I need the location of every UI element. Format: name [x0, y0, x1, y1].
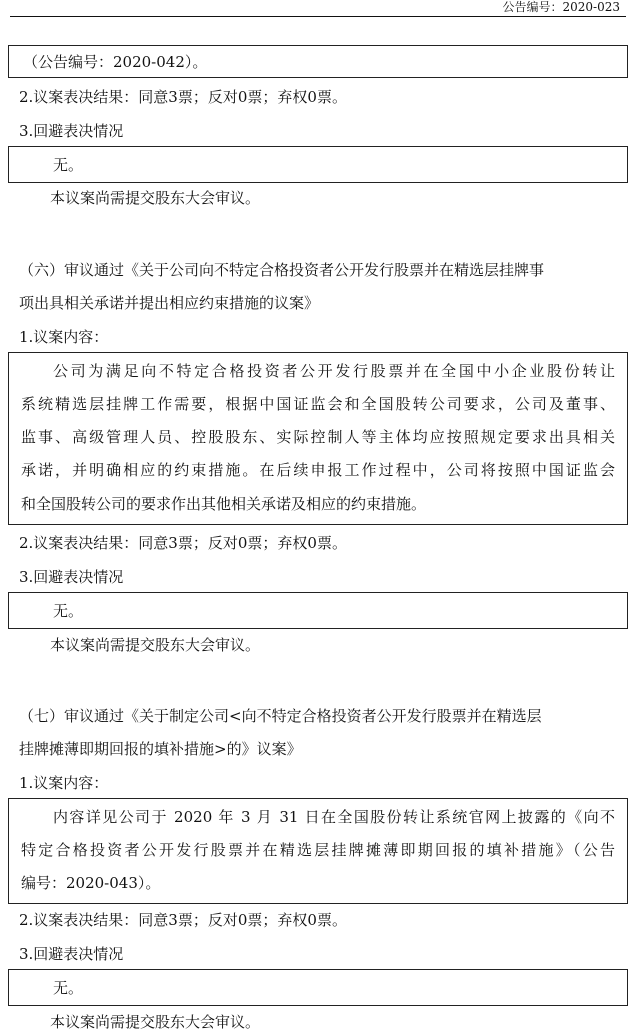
content-line: 编号：2020-043）。	[21, 874, 161, 892]
approval-note: 本议案尚需提交股东大会审议。	[50, 1013, 261, 1031]
content-line: 和全国股转公司的要求作出其他相关承诺及相应的约束措施。	[21, 495, 427, 513]
section-title: （六）审议通过《关于公司向不特定合格投资者公开发行股票并在精选层挂牌事	[19, 261, 545, 279]
avoidance-box	[8, 146, 628, 183]
section-title: （七）审议通过《关于制定公司<向不特定合格投资者公开发行股票并在精选层	[19, 707, 542, 725]
content-line: 系统精选层挂牌工作需要，根据中国证监会和全国股转公司要求，公司及董事、	[21, 395, 615, 413]
avoidance-box	[8, 969, 628, 1006]
vote-result: 2.议案表决结果：同意3票；反对0票；弃权0票。	[19, 911, 347, 929]
vote-result: 2.议案表决结果：同意3票；反对0票；弃权0票。	[19, 88, 347, 106]
content-line: 监事、高级管理人员、控股股东、实际控制人等主体均应按照规定要求出具相关	[21, 428, 615, 446]
content-line: 承诺，并明确相应的约束措施。在后续申报工作过程中，公司将按照中国证监会	[21, 461, 615, 479]
content-line: 公司为满足向不特定合格投资者公开发行股票并在全国中小企业股份转让	[53, 362, 615, 380]
content-line: 特定合格投资者公开发行股票并在精选层挂牌摊薄即期回报的填补措施》（公告	[21, 841, 615, 859]
approval-note: 本议案尚需提交股东大会审议。	[50, 636, 261, 654]
section-title: 项出具相关承诺并提出相应约束措施的议案》	[19, 294, 320, 312]
vote-result: 2.议案表决结果：同意3票；反对0票；弃权0票。	[19, 534, 347, 552]
content-line: （公告编号：2020-042）。	[23, 53, 208, 71]
announcement-number: 公告编号：2020-023	[502, 0, 620, 14]
avoidance-title: 3.回避表决情况	[19, 122, 124, 140]
section-title: 挂牌摊薄即期回报的填补措施>的》议案》	[19, 740, 302, 758]
content-title: 1.议案内容：	[19, 328, 109, 346]
avoidance-title: 3.回避表决情况	[19, 568, 124, 586]
avoidance-box	[8, 592, 628, 629]
content-title: 1.议案内容：	[19, 774, 109, 792]
avoidance-text: 无。	[53, 979, 84, 997]
content-line: 内容详见公司于 2020 年 3 月 31 日在全国股份转让系统官网上披露的《向不	[53, 808, 615, 826]
avoidance-text: 无。	[53, 156, 84, 174]
content-box	[8, 798, 628, 904]
avoidance-text: 无。	[53, 602, 84, 620]
content-box	[8, 352, 628, 525]
page-header	[0, 0, 632, 18]
avoidance-title: 3.回避表决情况	[19, 945, 124, 963]
header-rule	[10, 16, 626, 17]
content-box	[8, 45, 628, 78]
approval-note: 本议案尚需提交股东大会审议。	[50, 189, 261, 207]
